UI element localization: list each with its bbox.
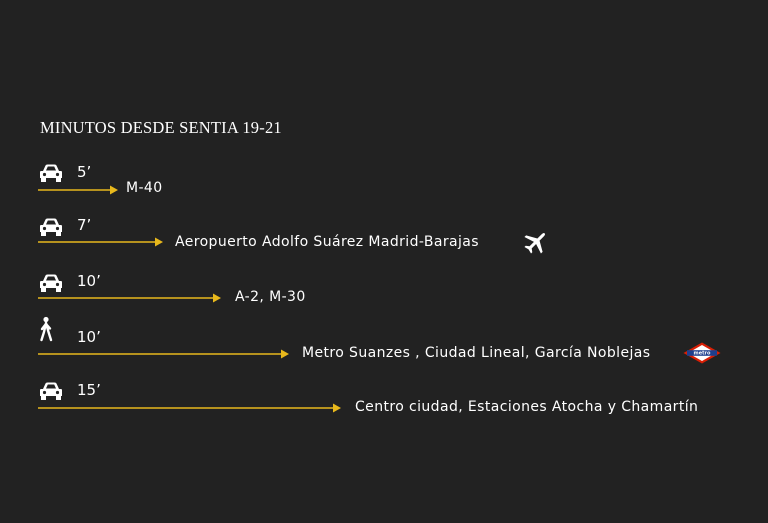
route-row-2 — [0, 216, 768, 266]
car-icon — [38, 380, 64, 402]
destination-label: A-2, M-30 — [235, 289, 306, 305]
destination-label: Aeropuerto Adolfo Suárez Madrid-Barajas — [175, 234, 479, 250]
airplane-icon — [522, 228, 550, 256]
route-row-4 — [0, 316, 768, 366]
route-row-3 — [0, 272, 768, 322]
car-icon — [38, 162, 64, 184]
route-row-1 — [0, 162, 768, 212]
page-title: MINUTOS DESDE SENTIA 19-21 — [40, 118, 282, 137]
destination-label: Centro ciudad, Estaciones Atocha y Chamartín — [355, 399, 699, 415]
car-icon — [38, 216, 64, 238]
walking-person-icon — [38, 316, 64, 342]
arrow-icon — [38, 349, 289, 359]
travel-minutes: 15’ — [77, 381, 101, 399]
car-icon — [38, 272, 64, 294]
arrow-icon — [38, 237, 163, 247]
metro-logo-icon — [683, 342, 721, 364]
destination-label: Metro Suanzes , Ciudad Lineal, García Noblejas — [302, 345, 651, 361]
travel-minutes: 5’ — [77, 163, 92, 181]
travel-minutes: 10’ — [77, 328, 101, 346]
route-row-5 — [0, 380, 768, 430]
travel-minutes: 10’ — [77, 272, 101, 290]
arrow-icon — [38, 403, 341, 413]
arrow-icon — [38, 185, 118, 195]
metro-logo-text: metro — [693, 350, 711, 357]
travel-minutes: 7’ — [77, 216, 92, 234]
destination-label: M-40 — [126, 180, 163, 196]
arrow-icon — [38, 293, 221, 303]
